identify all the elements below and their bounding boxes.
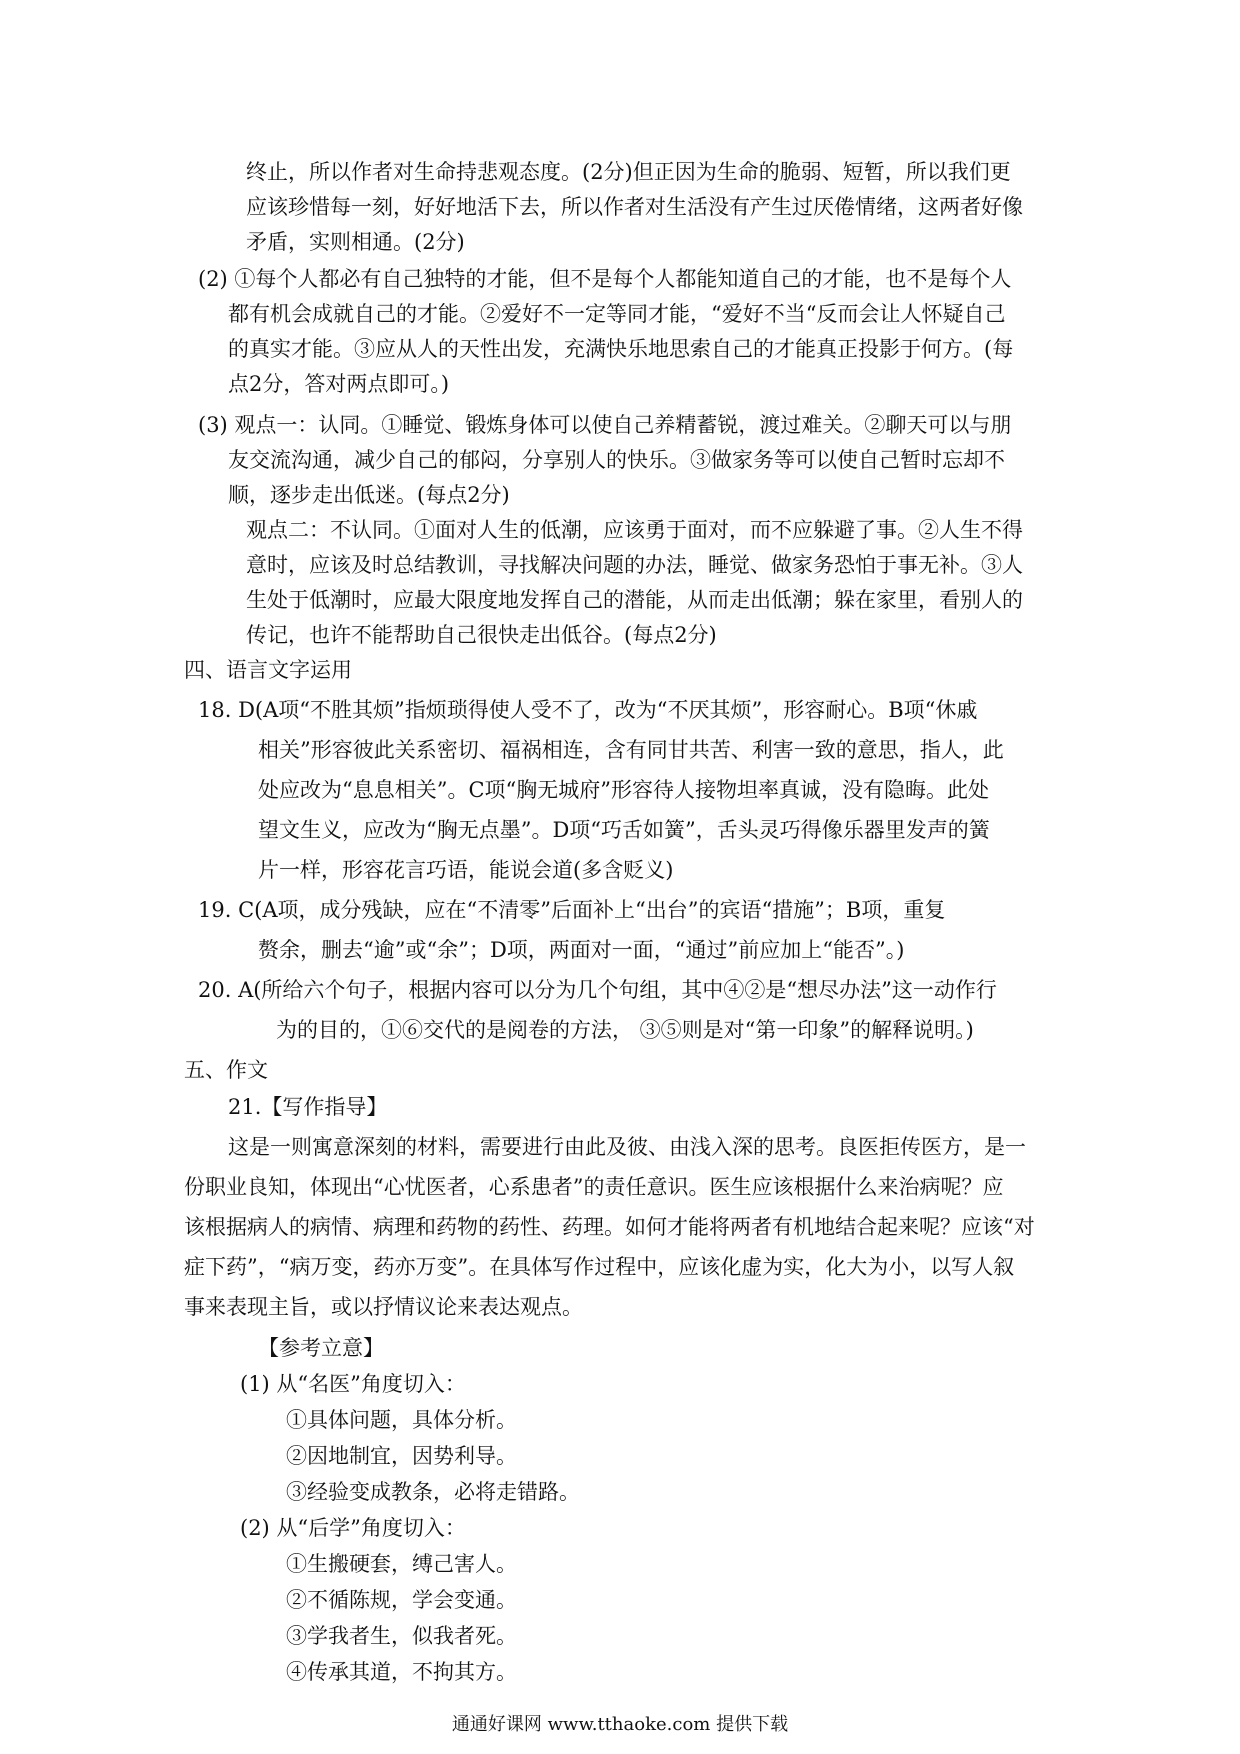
answer-17-1-line-1: 终止，所以作者对生命持悲观态度。(2分)但正因为生命的脆弱、短暂，所以我们更	[246, 160, 1011, 184]
answer-17-2-line-2: 都有机会成就自己的才能。②爱好不一定等同才能，“爱好不当“反而会让人怀疑自己	[228, 302, 1006, 326]
section-heading-composition: 五、作文	[184, 1058, 268, 1082]
writing-guide-line-1: 这是一则寓意深刻的材料，需要进行由此及彼、由浅入深的思考。良医拒传医方，是一	[228, 1135, 1026, 1159]
answer-17-2-line-4: 点2分，答对两点即可。)	[228, 372, 450, 396]
answer-17-2-line-1: (2) ①每个人都必有自己独特的才能，但不是每个人都能知道自己的才能，也不是每个人	[198, 267, 1012, 291]
angle-2-heading: (2) 从“后学”角度切入：	[240, 1516, 466, 1540]
reference-heading: 【参考立意】	[258, 1336, 384, 1360]
angle-2-item-3: ③学我者生，似我者死。	[286, 1624, 517, 1648]
angle-2-item-4: ④传承其道，不拘其方。	[286, 1660, 517, 1684]
writing-guide-line-4: 症下药”，“病万变，药亦万变”。在具体写作过程中，应该化虚为实，化大为小，以写人叙	[184, 1255, 1015, 1279]
angle-2-item-1: ①生搬硬套，缚己害人。	[286, 1552, 517, 1576]
angle-1-heading: (1) 从“名医”角度切入：	[240, 1372, 466, 1396]
writing-guide-heading: 21.【写作指导】	[228, 1095, 388, 1119]
angle-1-item-1: ①具体问题，具体分析。	[286, 1408, 517, 1432]
answer-17-3-view1-line-2: 友交流沟通，减少自己的郁闷，分享别人的快乐。③做家务等可以使自己暂时忘却不	[228, 448, 1005, 472]
answer-17-2-line-3: 的真实才能。③应从人的天性出发，充满快乐地思索自己的才能真正投影于何方。(每	[228, 337, 1014, 361]
writing-guide-line-3: 该根据病人的病情、病理和药物的药性、药理。如何才能将两者有机地结合起来呢？应该“对	[184, 1215, 1035, 1239]
answer-20-line-2: 为的目的，①⑥交代的是阅卷的方法， ③⑤则是对“第一印象”的解释说明。)	[276, 1018, 974, 1042]
angle-1-item-2: ②因地制宜，因势利导。	[286, 1444, 517, 1468]
answer-19-line-2: 赘余，删去“逾”或“余”；D项，两面对一面，“通过”前应加上“能否”。)	[258, 938, 905, 962]
writing-guide-line-5: 事来表现主旨，或以抒情议论来表达观点。	[184, 1295, 583, 1319]
answer-17-3-view2-line-1: 观点二：不认同。①面对人生的低潮，应该勇于面对，而不应躲避了事。②人生不得	[246, 518, 1023, 542]
answer-17-3-view1-line-3: 顺，逐步走出低迷。(每点2分)	[228, 483, 510, 507]
answer-17-1-line-3: 矛盾，实则相通。(2分)	[246, 230, 465, 254]
section-heading-language: 四、语言文字运用	[184, 658, 352, 682]
answer-17-3-view2-line-2: 意时，应该及时总结教训，寻找解决问题的办法，睡觉、做家务恐怕于事无补。③人	[246, 553, 1023, 577]
page-footer: 通通好课网 www.tthaoke.com 提供下载	[451, 1714, 789, 1735]
answer-18-line-5: 片一样，形容花言巧语，能说会道(多含贬义)	[258, 858, 674, 882]
answer-18-line-3: 处应改为“息息相关”。C项“胸无城府”形容待人接物坦率真诚，没有隐晦。此处	[258, 778, 990, 802]
writing-guide-line-2: 份职业良知，体现出“心忧医者，心系患者”的责任意识。医生应该根据什么来治病呢？应	[184, 1175, 1004, 1199]
angle-1-item-3: ③经验变成教条，必将走错路。	[286, 1480, 580, 1504]
answer-18-line-4: 望文生义，应改为“胸无点墨”。D项“巧舌如簧”，舌头灵巧得像乐器里发声的簧	[258, 818, 990, 842]
answer-18-line-1: 18. D(A项“不胜其烦”指烦琐得使人受不了，改为“不厌其烦”，形容耐心。B项“休戚	[198, 698, 978, 722]
answer-17-3-view1-line-1: (3) 观点一：认同。①睡觉、锻炼身体可以使自己养精蓄锐，渡过难关。②聊天可以与朋	[198, 413, 1012, 437]
answer-18-line-2: 相关”形容彼此关系密切、福祸相连，含有同甘共苦、利害一致的意思，指人，此	[258, 738, 1004, 762]
answer-17-3-view2-line-3: 生处于低潮时，应最大限度地发挥自己的潜能，从而走出低潮；躲在家里，看别人的	[246, 588, 1023, 612]
angle-2-item-2: ②不循陈规，学会变通。	[286, 1588, 517, 1612]
answer-20-line-1: 20. A(所给六个句子，根据内容可以分为几个句组，其中④②是“想尽办法”这一动作行	[198, 978, 997, 1002]
answer-17-3-view2-line-4: 传记，也许不能帮助自己很快走出低谷。(每点2分)	[246, 623, 717, 647]
answer-19-line-1: 19. C(A项，成分残缺，应在“不清零”后面补上“出台”的宾语“措施”；B项，重复	[198, 898, 946, 922]
answer-17-1-line-2: 应该珍惜每一刻，好好地活下去，所以作者对生活没有产生过厌倦情绪，这两者好像	[246, 195, 1023, 219]
